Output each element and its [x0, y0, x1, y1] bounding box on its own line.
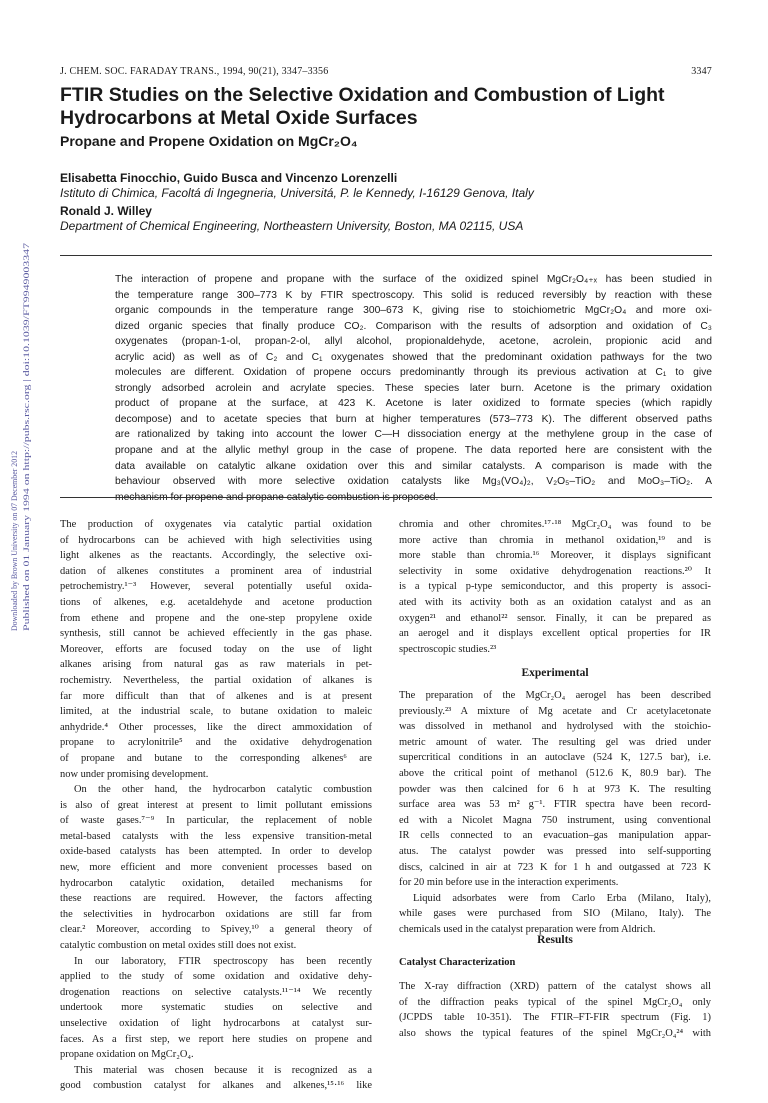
- experimental-heading: Experimental: [521, 667, 589, 679]
- text-line: good combustion catalyst for alkanes and alkenes,¹⁵·¹⁶ like: [60, 1080, 372, 1092]
- text-line: above the critical point of methanol (512.6 K, 80.9 bar). The: [399, 767, 711, 779]
- text-line: oxygen²¹ and ethanol²² sensor. Finally, it can be prepared as: [399, 612, 711, 624]
- text-line: propane to acrylonitrile⁵ and the oxidative dehydrogenation: [60, 737, 372, 749]
- text-line: for 20 min before use in the interaction experiments.: [399, 877, 619, 889]
- text-line: now under promising development.: [60, 768, 209, 780]
- text-line: surface area was 53 m² g⁻¹. FTIR spectra have been record-: [399, 799, 711, 811]
- text-line: from ethene and propene and the one-step propylene oxide: [60, 612, 372, 624]
- experimental-paragraph: [399, 688, 711, 891]
- abstract-line: strongly adsorbed acrolein and acrylate species. These species later burn. Acetone is the primary oxidation: [115, 382, 712, 394]
- download-notice-line1: Downloaded by Brown University on 07 December 2012: [9, 434, 19, 631]
- text-line: is also of great interest at present to limit pollutant emissions: [60, 799, 372, 811]
- abstract: [115, 272, 712, 505]
- results-heading: Results: [537, 934, 573, 946]
- journal-citation: J. CHEM. SOC. FARADAY TRANS., 1994, 90(21), 3347–3356: [60, 66, 329, 77]
- text-line: far more difficult than that of alkenes and is at present: [60, 690, 372, 702]
- experimental-paragraph: [399, 891, 711, 938]
- header-divider: [60, 255, 712, 256]
- text-line: On the other hand, the hydrocarbon catalytic combustion: [74, 784, 372, 796]
- text-line: catalytic combustion on metal oxides still does not exist.: [60, 940, 297, 952]
- author-names-1: Elisabetta Finocchio, Guido Busca and Vincenzo Lorenzelli: [60, 171, 398, 185]
- text-line: This material was chosen because it is recognized as a: [74, 1064, 372, 1076]
- left-column: [60, 517, 372, 1094]
- abstract-line: dized organic species that finally produce CO₂. Comparison with the results of adsorption and oxidation of C₃: [115, 320, 712, 332]
- text-line: previously.²³ A mixture of Mg acetate and Cr acetylacetonate: [399, 705, 711, 717]
- abstract-line: decompose) and to acetate species that burn at higher temperatures (573–773 K). The different observed paths: [115, 413, 712, 425]
- text-line: ed with a Nicolet Magna 750 instrument, using conventional: [399, 814, 711, 826]
- text-line: ated with its activity both as an oxidation catalyst and as an: [399, 596, 711, 608]
- abstract-line: molecules are different. Oxidation of propene occurs predominantly through its previous activation at C₁ to give: [115, 367, 712, 379]
- results-paragraph: [399, 979, 711, 1041]
- abstract-line: are rationalized by taking into account the lower C—H dissociation energy at the methylene group in the case of: [115, 429, 712, 441]
- text-line: while gases were purchased from SIO (Milano, Italy). The: [399, 908, 711, 920]
- text-line: supercritical conditions in an autoclave (524 K, 127.5 bar), i.e.: [399, 752, 711, 764]
- body-paragraph: [60, 954, 372, 1063]
- text-line: anhydride.⁴ Other processes, like the direct ammoxidation of: [60, 721, 372, 733]
- text-line: these reactions are required. However, the factors affecting: [60, 893, 372, 905]
- text-line: is a typical p-type semiconductor, and this property is associ-: [399, 581, 711, 593]
- text-line: The preparation of the MgCr₂O₄ aerogel has been described: [399, 690, 711, 701]
- abstract-line: acrylic acid) as well as of C₂ and C₁ oxygenates showed that the predominant oxidation pathways for the two: [115, 351, 712, 363]
- body-paragraph: [399, 517, 711, 657]
- text-line: new, more efficient and more convenient processes based on: [60, 862, 372, 874]
- text-line: chemicals used in the catalyst preparation were from Aldrich.: [399, 923, 656, 935]
- catalyst-characterization-heading: Catalyst Characterization: [399, 957, 516, 968]
- text-line: more stable than chromia.¹⁶ Moreover, it displays significant: [399, 550, 711, 562]
- page-number: 3347: [691, 66, 712, 77]
- text-line: The production of oxygenates via catalytic partial oxidation: [60, 519, 372, 530]
- text-line: Moreover, efforts are focused today on the use of light: [60, 643, 372, 655]
- text-line: unselective oxidation of light hydrocarbons at catalyst sur-: [60, 1018, 372, 1029]
- text-line: IR cells connected to an evacuation–gas manipulation appar-: [399, 830, 711, 842]
- article-subtitle: Propane and Propene Oxidation on MgCr₂O₄: [60, 133, 358, 149]
- download-notice: [6, 243, 34, 633]
- text-line: petrochemistry.¹⁻³ However, several potentially useful oxida-: [60, 581, 372, 593]
- text-line: propane oxidation on MgCr₂O₄.: [60, 1049, 194, 1061]
- text-line: drogenation reactions on selective catalysts.¹¹⁻¹⁴ We recently: [60, 986, 372, 998]
- text-line: limited, at the industrial scale, to butane oxidation to maleic: [60, 706, 372, 718]
- text-line: powder was then calcined for 6 h at 973 K. The resulting: [399, 783, 711, 795]
- text-line: (JCPDS table 10-351). The FTIR–FT-FIR spectrum (Fig. 1): [399, 1012, 711, 1024]
- abstract-line: data available on catalytic alkane oxidation over this and similar catalysts. A comparison is made with the: [115, 460, 712, 472]
- text-line: oxide-based catalysts has been attempted. In order to develop: [60, 846, 372, 858]
- running-head: [60, 66, 712, 80]
- body-paragraph: [60, 517, 372, 782]
- text-line: of waste gases.⁷⁻⁹ In particular, the replacement of noble: [60, 815, 372, 827]
- text-line: undertook more systematic studies on selective and: [60, 1002, 372, 1014]
- text-line: selectivity in some oxidative dehydrogenation reactions.²⁰ It: [399, 565, 711, 577]
- text-line: more active than chromia in methanol oxidation,¹⁹ and is: [399, 534, 711, 546]
- text-line: spectroscopic studies.²³: [399, 643, 497, 655]
- text-line: also shows the typical features of the spinel MgCr₂O₄²⁴ with: [399, 1027, 711, 1039]
- text-line: of the diffraction peaks typical of the spinel MgCr₂O₄ only: [399, 996, 711, 1008]
- text-line: synthesis, still cannot be achieved effeciently in the gas phase.: [60, 628, 372, 640]
- text-line: light alkenes as the reactants. Accordingly, the selective oxi-: [60, 550, 372, 562]
- text-line: rochemistry. Nevertheless, the partial oxidation of alkanes is: [60, 674, 372, 686]
- text-line: the selectivities in hydrocarbon oxidations are still far from: [60, 908, 372, 920]
- body-paragraph: [60, 1063, 372, 1094]
- text-line: atus. The catalyst powder was pressed into self-supporting: [399, 845, 711, 857]
- abstract-divider: [60, 497, 712, 498]
- right-column-intro: [399, 517, 711, 657]
- abstract-line: organic compounds in the temperature range 300–673 K, giving rise to stoichiometric MgCr₂O₄ and more oxi-: [115, 305, 712, 317]
- text-line: was dissolved in methanol and hydrolysed with the stoichio-: [399, 721, 711, 733]
- body-paragraph: [60, 782, 372, 954]
- results-body: [399, 979, 711, 1041]
- text-line: alkanes arising from natural gas as raw materials in pet-: [60, 659, 372, 671]
- abstract-line: the temperature range 300–773 K by FTIR spectroscopy. This solid is reduced reversibly by reaction with these: [115, 289, 712, 301]
- abstract-line: behaviour observed with more selective oxidation catalysts like Mg₃(VO₄)₂, V₂O₅–TiO₂ and MoO₃–TiO₂. A: [115, 476, 712, 488]
- text-line: tions of alkenes, e.g. acetaldehyde and acetone production: [60, 596, 372, 608]
- text-line: clear.² Moreover, according to Spivey,¹⁰ a general theory of: [60, 924, 372, 936]
- abstract-line: mechanism for propene and propane catalytic combustion is proposed.: [115, 491, 439, 503]
- text-line: metric amount of water. The resulting gel was dried under: [399, 736, 711, 748]
- text-line: faces. As a first step, we report here studies on propene and: [60, 1033, 372, 1045]
- text-line: of hydrocarbons can be achieved with high selectivities using: [60, 534, 372, 546]
- text-line: an aerogel and it displays excellent optical properties for IR: [399, 628, 711, 640]
- text-line: dation of alkenes constitutes a prominent area of industrial: [60, 565, 372, 577]
- experimental-body: [399, 688, 711, 938]
- text-line: The X-ray diffraction (XRD) pattern of the catalyst shows all: [399, 981, 711, 992]
- abstract-line: product of propane at the surface, at 423 K. Acetone is later oxidized to formate species (which rapidly: [115, 398, 712, 410]
- text-line: applied to the study of some oxidation and oxidative dehy-: [60, 971, 372, 983]
- text-line: of propane and butane to the corresponding alkenes⁶ are: [60, 752, 372, 764]
- text-line: metal-based catalysts with the less expensive transition-metal: [60, 830, 372, 842]
- author-names-2: Ronald J. Willey: [60, 204, 152, 218]
- text-line: chromia and other chromites.¹⁷·¹⁸ MgCr₂O₄ was found to be: [399, 519, 711, 530]
- abstract-line: oxygenates (propan-1-ol, propan-2-ol, allyl alcohol, propionaldehyde, acetone, acrolein, propionic acid and: [115, 336, 712, 348]
- text-line: In our laboratory, FTIR spectroscopy has been recently: [74, 955, 372, 967]
- abstract-line: The interaction of propene and propane with the surface of the oxidized spinel MgCr₂O₄₊ₓ has been studied in: [115, 274, 712, 285]
- download-notice-line2: Published on 01 January 1994 on http://pubs.rsc.org | doi:10.1039/FT9949003347: [21, 349, 31, 631]
- affiliation-1: Istituto di Chimica, Facoltá di Ingegneria, Universitá, P. le Kennedy, I-16129 Genova, Italy: [60, 186, 534, 200]
- article-title: FTIR Studies on the Selective Oxidation and Combustion of Light Hydrocarbons at Metal Oxide Surfaces: [60, 84, 665, 129]
- abstract-line: propane and at the allylic methyl group in the case of propene. The data reported here are consistent with the: [115, 445, 712, 457]
- text-line: hydrocarbon catalytic oxidation, detailed mechanisms for: [60, 877, 372, 889]
- text-line: Liquid adsorbates were from Carlo Erba (Milano, Italy),: [413, 892, 711, 904]
- affiliation-2: Department of Chemical Engineering, Northeastern University, Boston, MA 02115, USA: [60, 219, 524, 233]
- text-line: discs, calcined in air at 723 K for 1 h and outgassed at 723 K: [399, 861, 711, 873]
